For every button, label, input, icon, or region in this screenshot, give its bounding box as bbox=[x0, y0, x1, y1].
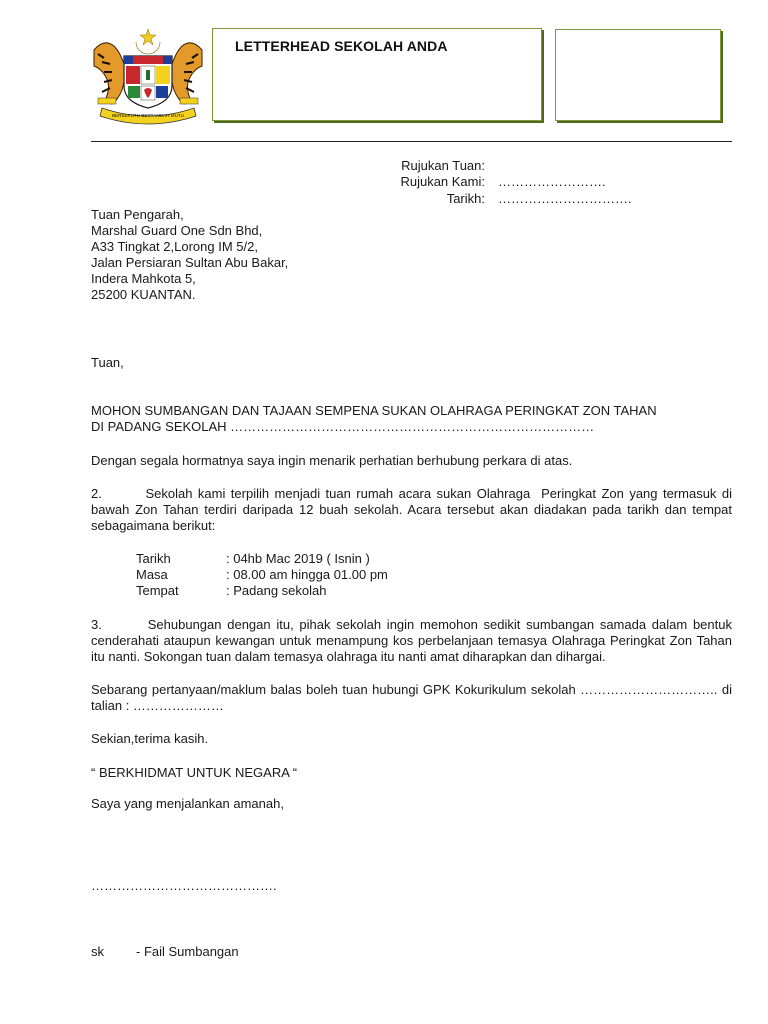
header-divider bbox=[91, 141, 732, 142]
stamp-box bbox=[555, 29, 721, 121]
detail-label: Masa bbox=[136, 567, 168, 582]
paragraph-1: Dengan segala hormatnya saya ingin menarik perhatian berhubung perkara di atas. bbox=[91, 453, 573, 468]
signoff: Saya yang menjalankan amanah, bbox=[91, 796, 284, 811]
detail-value: : Padang sekolah bbox=[226, 583, 327, 598]
subject bbox=[91, 403, 657, 435]
recipient-line: Tuan Pengarah, bbox=[91, 207, 184, 222]
svg-text:BERSEKUTU BERTAMBAH MUTU: BERSEKUTU BERTAMBAH MUTU bbox=[111, 113, 185, 118]
motto: “ BERKHIDMAT UNTUK NEGARA “ bbox=[91, 765, 298, 780]
salutation: Tuan, bbox=[91, 355, 124, 370]
paragraph-4: Sebarang pertanyaan/maklum balas boleh tuan hubungi GPK Kokurikulum sekolah ………………………….. di talian : ………………… bbox=[91, 682, 732, 713]
paragraph-2: 2. Sekolah kami terpilih menjadi tuan rumah acara sukan Olahraga Peringkat Zon yang termasuk di bawah Zon Tahan terdiri daripada 12 buah sekolah. Acara tersebut akan diadakan pada tarikh dan tempat sebagaimana berikut: bbox=[91, 486, 736, 533]
detail-row-tempat bbox=[136, 583, 326, 599]
detail-value: : 08.00 am hingga 01.00 pm bbox=[226, 567, 388, 582]
rujukan-kami-value: ……………………. bbox=[498, 174, 606, 189]
cc-value: - Fail Sumbangan bbox=[136, 944, 239, 959]
detail-value: : 04hb Mac 2019 ( Isnin ) bbox=[226, 551, 370, 566]
recipient-line: Indera Mahkota 5, bbox=[91, 271, 196, 286]
letterhead-title: LETTERHEAD SEKOLAH ANDA bbox=[235, 38, 448, 54]
coat-of-arms-logo bbox=[86, 28, 210, 128]
subject-line: DI PADANG SEKOLAH ………………………………………………………………………… bbox=[91, 419, 595, 434]
recipient-line: 25200 KUANTAN. bbox=[91, 287, 196, 302]
rujukan-kami-label: Rujukan Kami: bbox=[400, 174, 485, 189]
recipient-line: Marshal Guard One Sdn Bhd, bbox=[91, 223, 263, 238]
recipient-line: A33 Tingkat 2,Lorong IM 5/2, bbox=[91, 239, 258, 254]
recipient-address bbox=[91, 207, 288, 303]
tarikh-label: Tarikh: bbox=[446, 191, 485, 206]
detail-row-tarikh bbox=[136, 551, 370, 567]
signature-line: ……………………………………. bbox=[91, 878, 277, 893]
detail-label: Tarikh bbox=[136, 551, 171, 566]
subject-line: MOHON SUMBANGAN DAN TAJAAN SEMPENA SUKAN OLAHRAGA PERINGKAT ZON TAHAN bbox=[91, 403, 657, 418]
recipient-line: Jalan Persiaran Sultan Abu Bakar, bbox=[91, 255, 289, 270]
tarikh-value: …………………………. bbox=[498, 191, 632, 206]
detail-label: Tempat bbox=[136, 583, 179, 598]
closing: Sekian,terima kasih. bbox=[91, 731, 209, 746]
letterhead-box bbox=[212, 28, 542, 121]
cc-label: sk bbox=[91, 944, 104, 959]
rujukan-tuan-label: Rujukan Tuan: bbox=[401, 158, 485, 173]
paragraph-3: 3. Sehubungan dengan itu, pihak sekolah ingin memohon sedikit sumbangan samada dalam bentuk cenderahati ataupun kewangan untuk menampung kos perbelanjaan temasya Olahraga Peringkat Zon Tahan itu nanti. Sokongan tuan dalam temasya olahraga itu nanti amat diharapkan dan dihargai. bbox=[91, 617, 736, 664]
detail-row-masa bbox=[136, 567, 388, 583]
